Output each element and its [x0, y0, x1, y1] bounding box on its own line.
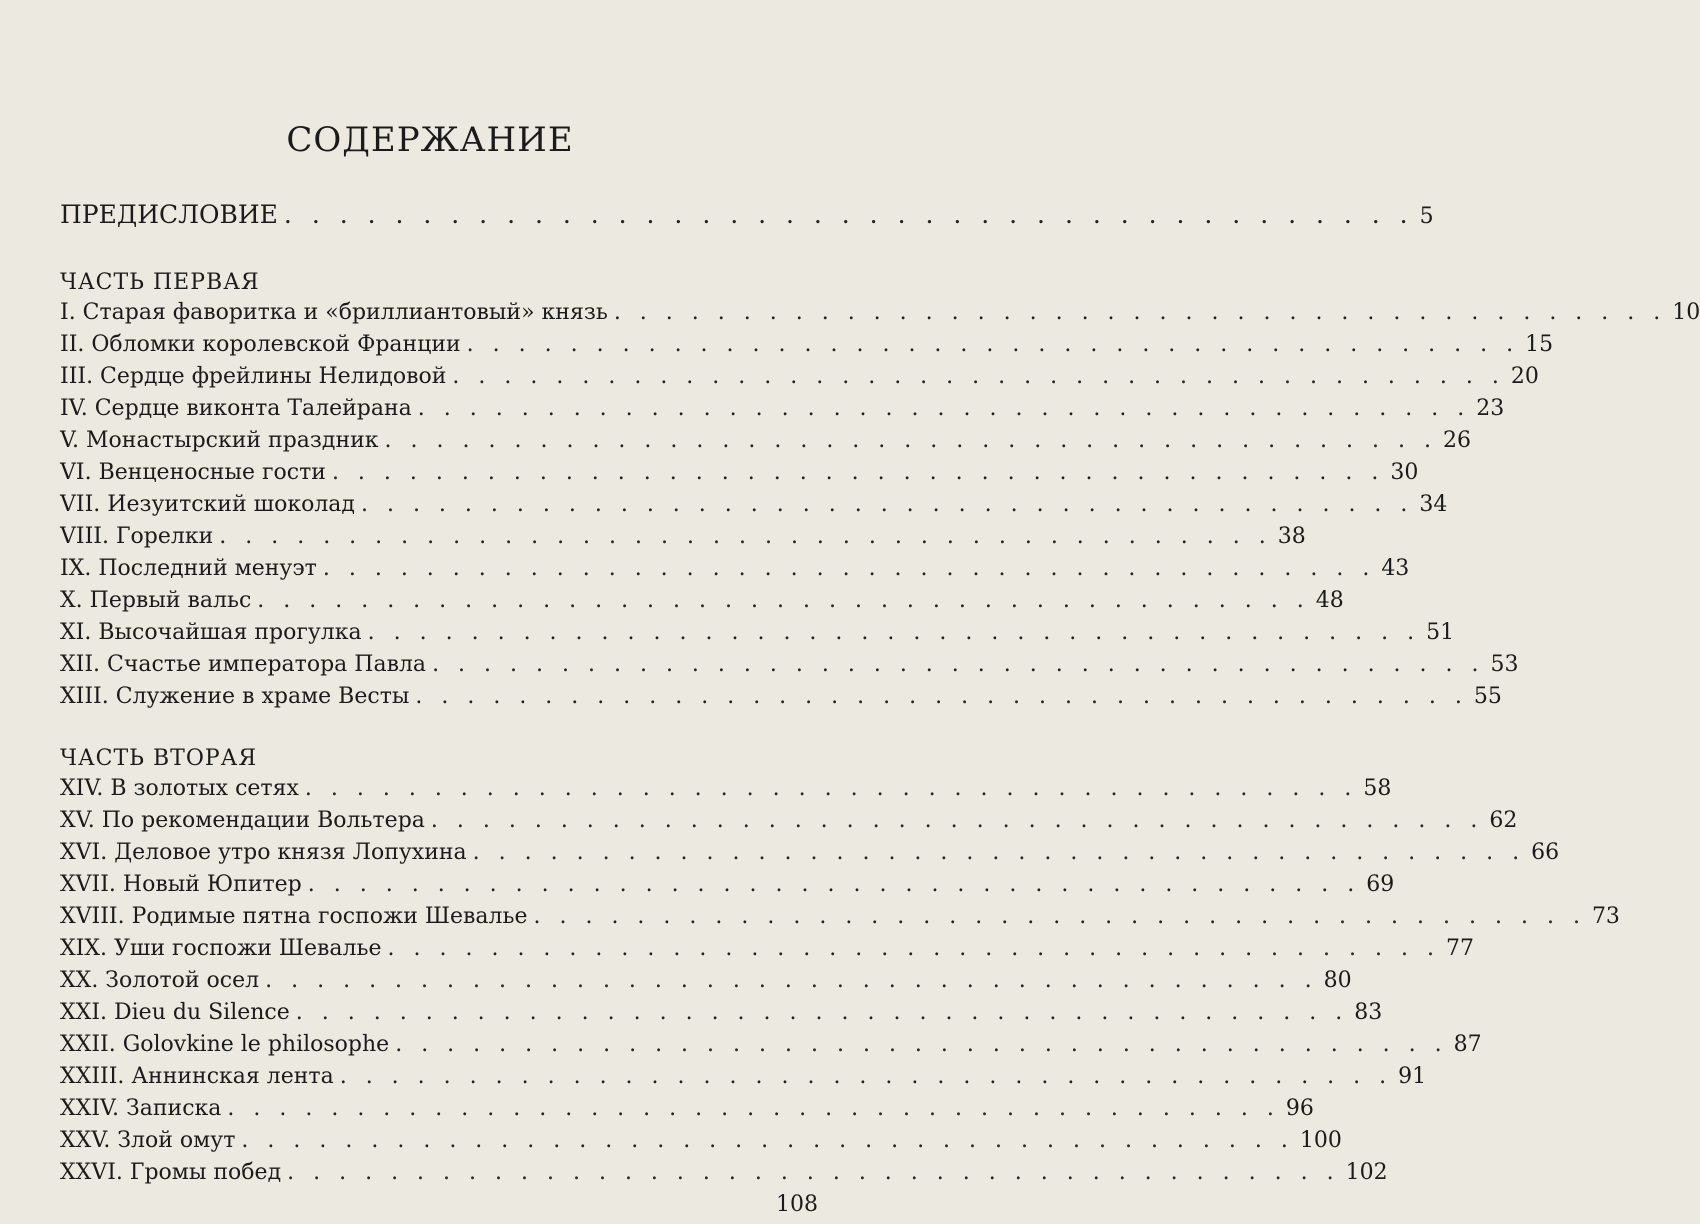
- toc-entry-page: 23: [1476, 396, 1505, 421]
- toc-entry-page: 38: [1277, 524, 1306, 549]
- part-heading: ЧАСТЬ ПЕРВАЯ: [60, 270, 260, 295]
- leader-dots: . . . . . . . . . . . . . . . . . . . . . . . . . . . . . . . . . . . . . . . . .: [265, 968, 1318, 993]
- toc-entry: [60, 1096, 1314, 1128]
- toc-entry: [60, 556, 1410, 588]
- toc-entry-page: 102: [1345, 1160, 1388, 1185]
- leader-dots: . . . . . . . . . . . . . . . . . . . . . . . . . . . . . . . . . . . . . . . . .: [387, 936, 1440, 961]
- toc-entry-page: 53: [1490, 652, 1519, 677]
- toc-entry-title: IX. Последний менуэт: [60, 556, 317, 581]
- leader-dots: . . . . . . . . . . . . . . . . . . . . . . . . . . . . . . . . . . . . . . . . .: [241, 1128, 1294, 1153]
- leader-dots: . . . . . . . . . . . . . . . . . . . . . . . . . . . . . . . . . . . . . . . . .: [219, 524, 1272, 549]
- toc-entry-page: 43: [1381, 556, 1410, 581]
- toc-entry-page: 83: [1354, 1000, 1383, 1025]
- part-one-entries: [60, 300, 1700, 716]
- leader-dots: . . . . . . . . . . . . . . . . . . . . . . . . . . . . . . . . . . . . . . . . .: [339, 1064, 1393, 1089]
- leader-dots: . . . . . . . . . . . . . . . . . . . . . . . . . . . . . . . . . . . . . . . . .: [287, 1160, 1340, 1185]
- toc-entry: [60, 492, 1448, 524]
- leader-dots: . . . . . . . . . . . . . . . . . . . . . . . . . . . . . . . . . . . . . . . . .: [417, 396, 1471, 421]
- toc-entry-page: 51: [1426, 620, 1455, 645]
- toc-entry: [60, 840, 1560, 872]
- toc-preface: [60, 200, 1434, 240]
- leader-dots: . . . . . . . . . . . . . . . . . . . . . . . . . . . . . . . . . . . . . . . . .: [307, 872, 1361, 897]
- toc-entry-title: XI. Высочайшая прогулка: [60, 620, 362, 645]
- leader-dots: . . . . . . . . . . . . . . . . . . . . . . . . . . . . . . . . . . . . . . . . .: [432, 652, 1485, 677]
- toc-entry-title: IV. Сердце виконта Талейрана: [60, 396, 412, 421]
- toc-entry: [60, 776, 1392, 808]
- toc-entry-page: 20: [1510, 364, 1539, 389]
- toc-entry: [60, 1160, 1388, 1192]
- leader-dots: . . . . . . . . . . . . . . . . . . . . . . . . . . . . . . . . . . . . . . . . .: [331, 460, 1385, 485]
- toc-entry-page: 10: [1672, 300, 1700, 325]
- toc-entry: [60, 1032, 1482, 1064]
- leader-dots: . . . . . . . . . . . . . . . . . . . . . . . . . . . . . . . . . . . . . . . . .: [322, 556, 1376, 581]
- leader-dots: . . . . . . . . . . . . . . . . . . . . . . . . . . . . . . . . . . . . . . . . .: [384, 428, 1437, 453]
- part-two-entries: [60, 776, 1620, 1224]
- leader-dots: . . . . . . . . . . . . . . . . . . . . . . . . . . . . . . . . . . . . . . . . .: [295, 1000, 1349, 1025]
- leader-dots: . . . . . . . . . . . . . . . . . . . . . . . . . . . . . . . . . . . . . . . . .: [360, 492, 1414, 517]
- toc-entry: [60, 652, 1519, 684]
- toc-entry-partial: [60, 1192, 818, 1224]
- table-of-contents: [60, 200, 1700, 1224]
- toc-entry-page: 58: [1363, 776, 1392, 801]
- toc-entry-title: XXV. Злой омут: [60, 1128, 236, 1153]
- toc-entry-title: VI. Венценосные гости: [60, 460, 326, 485]
- part-heading: ЧАСТЬ ВТОРАЯ: [60, 746, 258, 771]
- toc-entry: [60, 428, 1471, 460]
- toc-entry-title: XVII. Новый Юпитер: [60, 872, 302, 897]
- leader-dots: . . . . . . . . . . . . . . . . . . . . . . . . . . . . . . . . . . . . . . . . .: [304, 776, 1358, 801]
- toc-entry: [60, 332, 1554, 364]
- toc-entry-title: II. Обломки королевской Франции: [60, 332, 461, 357]
- toc-entry-title: X. Первый вальс: [60, 588, 252, 613]
- toc-entry: [60, 1064, 1427, 1096]
- leader-dots: . . . . . . . . . . . . . . . . . . . . . . . . . . . . . . . . . . . . . . . . .: [452, 364, 1505, 389]
- toc-entry: [60, 808, 1518, 840]
- page-title: СОДЕРЖАНИЕ: [286, 120, 574, 160]
- toc-entry-page: 80: [1323, 968, 1352, 993]
- leader-dots: . . . . . . . . . . . . . . . . . . . . . . . . . . . . . . . . . . . . . . . . .: [472, 840, 1526, 865]
- toc-entry-title: XV. По рекомендации Вольтера: [60, 808, 425, 833]
- toc-entry-page: 77: [1445, 936, 1474, 961]
- toc-entry-title: XXIV. Записка: [60, 1096, 222, 1121]
- toc-entry: [60, 968, 1352, 1000]
- leader-dots: . . . . . . . . . . . . . . . . . . . . . . . . . . . . . . . . . . . . . . . . .: [415, 684, 1468, 709]
- leader-dots: . . . . . . . . . . . . . . . . . . . . . . . . . . . . . . . . . . . . . . . . .: [367, 620, 1421, 645]
- toc-entry-title: XVI. Деловое утро князя Лопухина: [60, 840, 467, 865]
- toc-entry-title: I. Старая фаворитка и «бриллиантовый» князь: [60, 300, 608, 325]
- toc-entry-title: XXVI. Громы побед: [60, 1160, 282, 1185]
- leader-dots: . . . . . . . . . . . . . . . . . . . . . . . . . . . . . . . . . . . . . . . . .: [227, 1096, 1280, 1121]
- toc-entry-title: XVIII. Родимые пятна госпожи Шевалье: [60, 904, 528, 929]
- toc-entry-page: 30: [1390, 460, 1419, 485]
- toc-entry-title: ПРЕДИСЛОВИЕ: [60, 200, 278, 229]
- leader-dots: . . . . . . . . . . . . . . . . . . . . . . . . . . . . . . . . . . . . . . . . .: [283, 200, 1414, 229]
- toc-entry: [60, 588, 1344, 620]
- toc-entry-page: 69: [1366, 872, 1395, 897]
- toc-entry-title: XXI. Dieu du Silence: [60, 1000, 290, 1025]
- toc-entry-page: 34: [1419, 492, 1448, 517]
- toc-entry-page: 100: [1299, 1128, 1342, 1153]
- toc-entry: [60, 460, 1419, 492]
- toc-entry-page: 55: [1473, 684, 1502, 709]
- toc-entry-page: 62: [1489, 808, 1518, 833]
- toc-entry-page: 91: [1398, 1064, 1427, 1089]
- toc-entry: [60, 300, 1700, 332]
- toc-entry-page: 73: [1591, 904, 1620, 929]
- leader-dots: . . . . . . . . . . . . . . . . . . . . . . . . . . . . . . . . . . . . . . . . .: [395, 1032, 1448, 1057]
- leader-dots: . . . . . . . . . . . . . . . . . . . . . . . . . . . . . . . . . . . . . . . . .: [613, 300, 1667, 325]
- toc-entry: [60, 936, 1474, 968]
- toc-entry-page: 15: [1525, 332, 1554, 357]
- leader-dots: . . . . . . . . . . . . . . . . . . . . . . . . . . . . . . . . . . . . . . . . .: [533, 904, 1586, 929]
- toc-entry-title: XXIII. Аннинская лента: [60, 1064, 334, 1089]
- toc-entry-page: 96: [1285, 1096, 1314, 1121]
- toc-entry-page: 5: [1419, 204, 1434, 229]
- toc-entry-page: 87: [1453, 1032, 1482, 1057]
- leader-dots: . . . . . . . . . . . . . . . . . . . . . . . . . . . . . . . . . . . . . . . . .: [257, 588, 1310, 613]
- toc-entry-title: XII. Счастье императора Павла: [60, 652, 427, 677]
- leader-dots: . . . . . . . . . . . . . . . . . . . . . . . . . . . . . . . . . . . . . . . . .: [466, 332, 1520, 357]
- toc-entry: [60, 524, 1306, 556]
- toc-entry-page: 66: [1531, 840, 1560, 865]
- toc-entry: [60, 904, 1620, 936]
- toc-entry-title: V. Монастырский праздник: [60, 428, 379, 453]
- toc-entry: [60, 684, 1502, 716]
- toc-entry-page: 26: [1443, 428, 1471, 453]
- toc-entry-title: III. Сердце фрейлины Нелидовой: [60, 364, 447, 389]
- toc-entry-title: XIX. Уши госпожи Шевалье: [60, 936, 382, 961]
- toc-entry: [60, 1000, 1383, 1032]
- toc-entry-title: VIII. Горелки: [60, 524, 214, 549]
- toc-entry-title: XXII. Golovkine le philosophe: [60, 1032, 390, 1057]
- toc-entry-page: 108: [776, 1192, 818, 1217]
- toc-entry: [60, 364, 1539, 396]
- toc-entry-title: XIV. В золотых сетях: [60, 776, 299, 801]
- toc-entry-title: XIII. Служение в храме Весты: [60, 684, 410, 709]
- toc-entry: [60, 396, 1505, 428]
- toc-entry: [60, 1128, 1342, 1160]
- toc-entry-title: XX. Золотой осел: [60, 968, 260, 993]
- toc-entry-title: VII. Иезуитский шоколад: [60, 492, 355, 517]
- toc-entry-page: 48: [1315, 588, 1344, 613]
- leader-dots: . . . . . . . . . . . . . . . . . . . . . . . . . . . . . . . . . . . . . . . . .: [430, 808, 1484, 833]
- toc-entry: [60, 872, 1395, 904]
- toc-entry: [60, 620, 1455, 652]
